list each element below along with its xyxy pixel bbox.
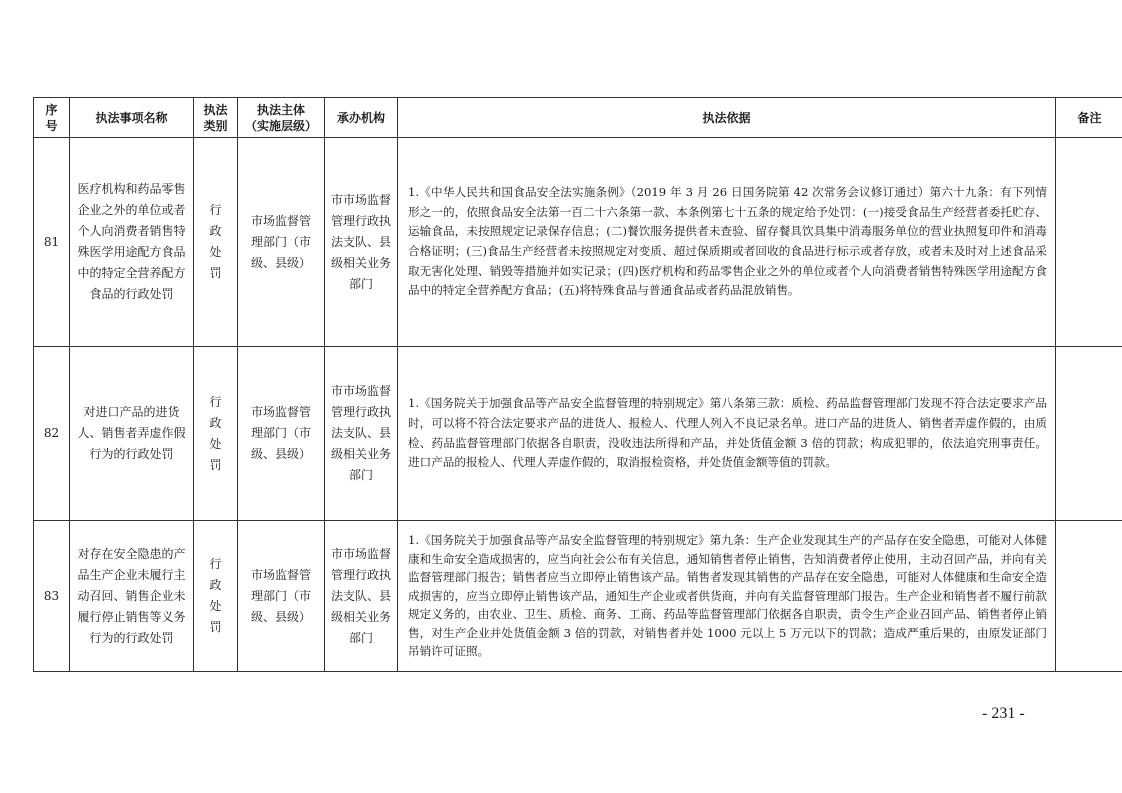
cell-note xyxy=(1056,521,1122,672)
cell-seq: 81 xyxy=(34,138,70,347)
header-note: 备注 xyxy=(1056,98,1122,138)
table-row xyxy=(34,521,1122,672)
cell-seq: 83 xyxy=(34,521,70,672)
cell-name: 对进口产品的进货人、销售者弄虚作假行为的行政处罚 xyxy=(70,347,194,521)
header-category: 执法 类别 xyxy=(194,98,238,138)
cell-category: 行政处罚 xyxy=(194,347,238,521)
cell-subject: 市场监督管理部门（市级、县级） xyxy=(238,521,325,672)
cell-agency: 市市场监督管理行政执法支队、县级相关业务部门 xyxy=(325,347,398,521)
header-agency: 承办机构 xyxy=(325,98,398,138)
cell-basis: 1.《国务院关于加强食品等产品安全监督管理的特别规定》第九条：生产企业发现其生产的产品存在安全隐患，可能对人体健康和生命安全造成损害的，应当向社会公布有关信息，通知销售者停止销售，告知消费者停止使用，主动召回产品，并向有关监督管理部门报告；销售者应当立即停止销售该产品。销售者发现其销售的产品存在安全隐患，可能对人体健康和生命安全造成损害的，应当立即停止销售该产品，通知生产企业或者供货商，并向有关监督管理部门报告。生产企业和销售者不履行前款规定义务的，由农业、卫生、质检、商务、工商、药品等监督管理部门依据各自职责，责令生产企业召回产品、销售者停止销售，对生产企业并处货值金额 3 倍的罚款，对销售者并处 1000 元以上 5 万元以下的罚款；造成严重后果的，由原发证部门吊销许可证照。 xyxy=(398,521,1056,672)
cell-basis: 1.《中华人民共和国食品安全法实施条例》（2019 年 3 月 26 日国务院第 42 次常务会议修订通过）第六十九条：有下列情形之一的，依照食品安全法第一百二十六条第一款、本条例第七十五条的规定给予处罚：(一)接受食品生产经营者委托贮存、运输食品，未按照规定记录保存信息；(二)餐饮服务提供者未查验、留存餐具饮具集中消毒服务单位的营业执照复印件和消毒合格证明；(三)食品生产经营者未按照规定对变质、超过保质期或者回收的食品进行标示或者存放，或者未及时对上述食品采取无害化处理、销毁等措施并如实记录；(四)医疗机构和药品零售企业之外的单位或者个人向消费者销售特殊医学用途配方食品中的特定全营养配方食品；(五)将特殊食品与普通食品或者药品混放销售。 xyxy=(398,138,1056,347)
enforcement-table-container xyxy=(33,97,1102,672)
cell-category: 行政处罚 xyxy=(194,138,238,347)
cell-note xyxy=(1056,347,1122,521)
cell-subject: 市场监督管理部门（市级、县级） xyxy=(238,347,325,521)
cell-name: 医疗机构和药品零售企业之外的单位或者个人向消费者销售特殊医学用途配方食品中的特定全营养配方食品的行政处罚 xyxy=(70,138,194,347)
cell-name: 对存在安全隐患的产品生产企业未履行主动召回、销售企业未履行停止销售等义务行为的行政处罚 xyxy=(70,521,194,672)
header-subject: 执法主体 （实施层级） xyxy=(238,98,325,138)
cell-agency: 市市场监督管理行政执法支队、县级相关业务部门 xyxy=(325,521,398,672)
cell-subject: 市场监督管理部门（市级、县级） xyxy=(238,138,325,347)
cell-seq: 82 xyxy=(34,347,70,521)
header-name: 执法事项名称 xyxy=(70,98,194,138)
table-row xyxy=(34,138,1122,347)
cell-note xyxy=(1056,138,1122,347)
cell-agency: 市市场监督管理行政执法支队、县级相关业务部门 xyxy=(325,138,398,347)
header-seq: 序 号 xyxy=(34,98,70,138)
page-number: - 231 - xyxy=(982,705,1025,722)
cell-basis: 1.《国务院关于加强食品等产品安全监督管理的特别规定》第八条第三款：质检、药品监督管理部门发现不符合法定要求产品时，可以将不符合法定要求产品的进货人、报检人、代理人列入不良记录名单。进口产品的进货人、销售者弄虚作假的，由质检、药品监督管理部门依据各自职责，没收违法所得和产品，并处货值金额 3 倍的罚款；构成犯罪的，依法追究刑事责任。进口产品的报检人、代理人弄虚作假的，取消报检资格，并处货值金额等值的罚款。 xyxy=(398,347,1056,521)
enforcement-table xyxy=(33,97,1122,672)
cell-category: 行政处罚 xyxy=(194,521,238,672)
table-row xyxy=(34,347,1122,521)
header-basis: 执法依据 xyxy=(398,98,1056,138)
table-header-row xyxy=(34,98,1122,138)
